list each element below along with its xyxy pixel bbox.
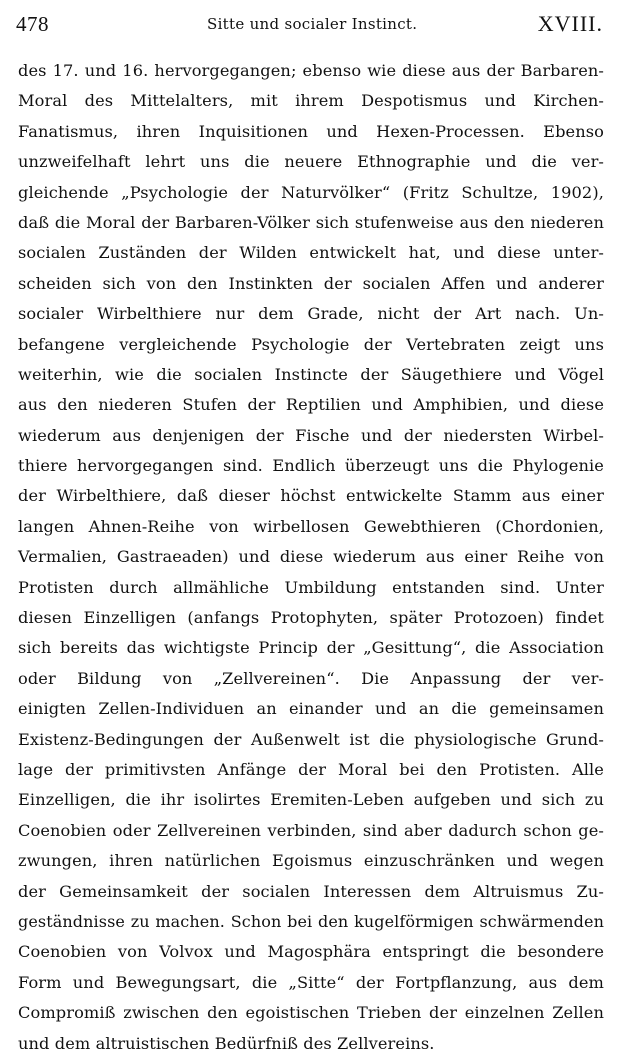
text-line: Fanatismus, ihren Inquisitionen und Hexen-Processen. Ebenso bbox=[18, 121, 604, 141]
text-line: Compromiß zwischen den egoistischen Trieben der einzelnen Zellen bbox=[18, 1003, 604, 1023]
text-line: socialen Zuständen der Wilden entwickelt hat, und diese unter- bbox=[18, 243, 604, 263]
text-line: scheiden sich von den Instinkten der socialen Affen und anderer bbox=[18, 273, 604, 293]
text-line: Coenobien von Volvox und Magosphära entspringt die besondere bbox=[18, 942, 604, 962]
text-line: oder Bildung von „Zellvereinen“. Die Anpassung der ver- bbox=[18, 668, 604, 688]
text-line: Coenobien oder Zellvereinen verbinden, sind aber dadurch schon ge- bbox=[18, 820, 604, 840]
text-line: Moral des Mittelalters, mit ihrem Despotismus und Kirchen- bbox=[18, 91, 604, 111]
text-line: lage der primitivsten Anfänge der Moral bei den Protisten. Alle bbox=[18, 759, 604, 779]
page-header bbox=[12, 8, 605, 40]
text-line: geständnisse zu machen. Schon bei den kugelförmigen schwärmenden bbox=[18, 911, 604, 931]
text-line: diesen Einzelligen (anfangs Protophyten, später Protozoen) findet bbox=[18, 608, 604, 628]
text-line: Form und Bewegungsart, die „Sitte“ der Fortpflanzung, aus dem bbox=[18, 972, 604, 992]
text-line: daß die Moral der Barbaren-Völker sich stufenweise aus den niederen bbox=[18, 212, 604, 232]
page-number: 478 bbox=[16, 12, 49, 36]
text-line: wiederum aus denjenigen der Fische und der niedersten Wirbel- bbox=[18, 425, 604, 445]
text-line: langen Ahnen-Reihe von wirbellosen Gewebthieren (Chordonien, bbox=[18, 516, 604, 536]
text-line: thiere hervorgegangen sind. Endlich überzeugt uns die Phylogenie bbox=[18, 456, 604, 476]
text-line: einigten Zellen-Individuen an einander und an die gemeinsamen bbox=[18, 699, 604, 719]
text-line: socialer Wirbelthiere nur dem Grade, nicht der Art nach. Un- bbox=[18, 304, 604, 324]
text-line: unzweifelhaft lehrt uns die neuere Ethnographie und die ver- bbox=[18, 152, 604, 172]
text-line: weiterhin, wie die socialen Instincte der Säugethiere und Vögel bbox=[18, 364, 604, 384]
text-line: aus den niederen Stufen der Reptilien und Amphibien, und diese bbox=[18, 395, 604, 415]
text-line: der Wirbelthiere, daß dieser höchst entwickelte Stamm aus einer bbox=[18, 486, 604, 506]
text-line: der Gemeinsamkeit der socialen Interessen dem Altruismus Zu- bbox=[18, 881, 604, 901]
text-line: zwungen, ihren natürlichen Egoismus einzuschränken und wegen bbox=[18, 851, 604, 871]
text-line: Existenz-Bedingungen der Außenwelt ist die physiologische Grund- bbox=[18, 729, 604, 749]
running-head: Sitte und socialer Instinct. bbox=[207, 15, 418, 33]
body-text bbox=[18, 56, 604, 1059]
text-line: Einzelligen, die ihr isolirtes Eremiten-Leben aufgeben und sich zu bbox=[18, 790, 604, 810]
text-line: gleichende „Psychologie der Naturvölker“ (Fritz Schultze, 1902), bbox=[18, 182, 604, 202]
text-line: des 17. und 16. hervorgegangen; ebenso wie diese aus der Barbaren- bbox=[18, 61, 604, 80]
text-line: Protisten durch allmähliche Umbildung entstanden sind. Unter bbox=[18, 577, 604, 597]
chapter-number: XVIII. bbox=[537, 11, 603, 36]
text-line: sich bereits das wichtigste Princip der „Gesittung“, die Association bbox=[18, 638, 604, 658]
text-line: Vermalien, Gastraeaden) und diese wiederum aus einer Reihe von bbox=[18, 547, 604, 567]
text-line: und dem altruistischen Bedürfniß des Zellvereins. bbox=[18, 1033, 435, 1053]
text-line: befangene vergleichende Psychologie der Vertebraten zeigt uns bbox=[18, 334, 604, 354]
